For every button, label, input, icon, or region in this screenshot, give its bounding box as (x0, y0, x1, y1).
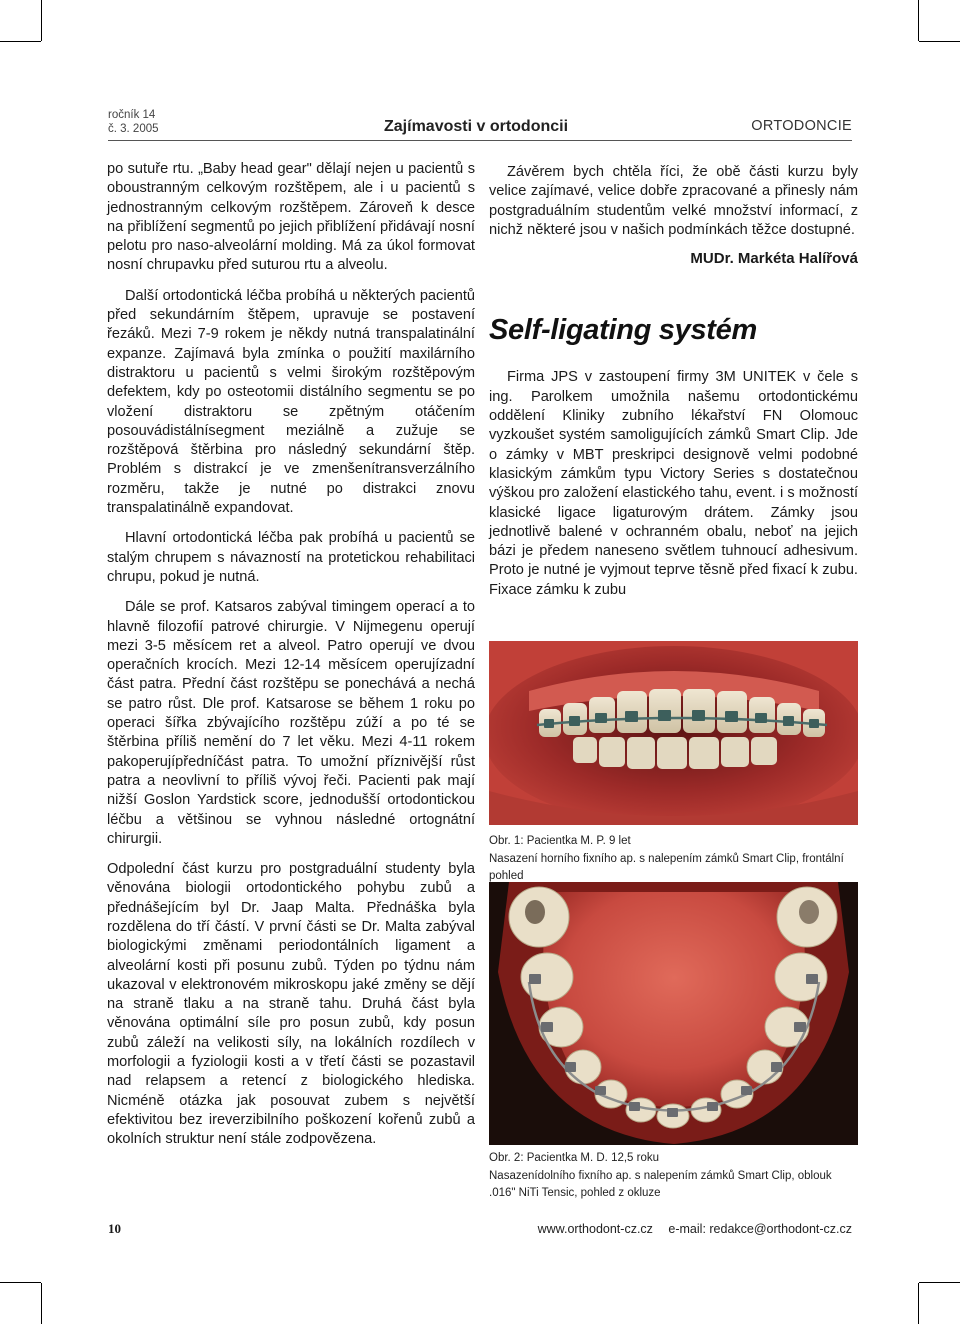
email-link[interactable]: e-mail: redakce@orthodont-cz.cz (668, 1222, 852, 1236)
page-number: 10 (108, 1221, 121, 1236)
crop-mark (919, 41, 960, 42)
paragraph: Hlavní ortodontická léčba pak probíhá u pacientů se stalým chrupem s návazností na protetickou rehabilitaci chrupu, pokud je nutná. (107, 530, 475, 585)
issue-info (108, 108, 159, 136)
figure-description: Nasazení horního fixního ap. s nalepením zámků Smart Clip, frontální pohled (489, 852, 844, 882)
crop-mark (41, 0, 42, 41)
article-paragraph: Firma JPS v zastoupení firmy 3M UNITEK v čele s ing. Parolkem umožnila našemu ortodontickému oddělení Kliniky zubního lékařství FN Olomouc vyzkoušet systém samoligujících zámků Smart Clip. Jde o zámky v MBT preskripci designově velmi podobné klasickým zámkům typu Victory Series s dostatečnou výškou pro založení elastického tahu, event. i s možností klasické ligace ligaturovým drátem. Zámky jsou jednotlivě balené v ochranném obalu, neboť na jejich bázi je předem naneseno světlem tuhnoucí adhesivum. Proto je nutné je vyjmout teprve těsně před fixací k zubu. Fixace zámku k zubu (489, 369, 858, 598)
figure-caption (489, 1150, 858, 1203)
crop-mark (0, 41, 41, 42)
crop-mark (0, 1282, 41, 1283)
paragraph: Dále se prof. Katsaros zabýval timingem operací a to hlavně filozofií patrové chirurgie. V Nijmegenu operují mezi 3-5 měsícem ret a alveol. Patro operují ve dvou operačních krocích. Mezi 12-14 měsícem operujízadní část patra. Přední část rozštěpu se ponechává a nechá se patro růst. Dle prof. Katsarose se během 1 roku po operaci šířka zbývajícího rozštěpu zúží a po té se štěrbina příliš nemění do 7 let věku. Mezi 4-11 rokem pakoperujípředníčást patra. To umožní příznivější růst patra a neovlivní to příliš vývoj řeči. Pacienti pak mají nižší Goslon Yardstick score, jednodušší ortodontickou léčbu a většinou se vyhnou následné ortognátní chirurgii. (107, 599, 475, 847)
author-signature: MUDr. Markéta Halířová (690, 250, 858, 268)
left-column (107, 160, 475, 1161)
crop-mark (41, 1283, 42, 1324)
crop-mark (918, 0, 919, 41)
page-footer (108, 1221, 852, 1239)
closing-paragraph: Závěrem bych chtěla říci, že obě části kurzu byly velice zajímavé, velice dobře zpracované a přinesly nám postgraduálním studentům velké množství informací, z nichž některé jsou v našich podmínkách těžce dostupné. (489, 164, 858, 238)
photo-frontal-braces (489, 641, 858, 825)
figure-description: Nasazenídolního fixního ap. s nalepením zámků Smart Clip, oblouk .016" NiTi Tensic, pohled z okluze (489, 1169, 832, 1199)
website-link[interactable]: www.orthodont-cz.cz (537, 1222, 653, 1236)
volume-label: ročník 14 (108, 109, 156, 121)
running-header (108, 108, 852, 138)
article-title: Self-ligating systém (489, 314, 757, 347)
section-title: Zajímavosti v ortodoncii (384, 118, 569, 135)
header-rule (108, 140, 852, 141)
footer-links (538, 1222, 852, 1236)
paragraph: Odpolední část kurzu pro postgraduální studenty byla věnována biologii ortodontického pohybu zubů a přednášejícím byl Dr. Jaap Malta. Přednáška byla rozdělena do tří částí. V první části se Dr. Malta zabýval biologickými změnami periodontálních ligament a alveolární kosti při posunu zubů. Týden po týdnu nám ukazoval v elektronovém mikroskopu jaké změny se dějí na straně tlaku a na straně tahu. Druhá část byla věnována optimální síle pro posun zubů, kdy posun zubů záleží na velikosti síly, na lokálních rozdílech v morfologii a fyziologii kosti a v třetí části se pozastavil nad relapsem a retencí z biologického hlediska. Nicméně otázka jak posouvat zubem s největší efektivitou bez ireverzibilního poškození kořenů zubů a okolních struktur není stále zodpovězena. (107, 861, 475, 1148)
crop-mark (919, 1282, 960, 1283)
issue-label: č. 3. 2005 (108, 123, 159, 135)
figure-label: Obr. 2: Pacientka M. D. 12,5 roku (489, 1152, 660, 1164)
crop-mark (918, 1283, 919, 1324)
figure-label: Obr. 1: Pacientka M. P. 9 let (489, 835, 631, 847)
figure-caption (489, 833, 858, 886)
paragraph: po sutuře rtu. „Baby head gear" dělají nejen u pacientů s oboustranným celkovým rozštěpem, ale i u pacientů s jednostranným celkovým rozštěpem. Zároveň k desce na přiblížení segmentů po jejich přiblížení přidávají nosní pelotu pro naso-alveolární molding. Má za úkol formovat nosní chrupavku před suturou rtu a alveolu. (107, 161, 475, 274)
paragraph: Další ortodontická léčba probíhá u některých pacientů před sekundárním štěpem, upravuje se postavení řezáků. Mezi 7-9 rokem je někdy nutná transpalatinální expanze. Zajímavá byla zmínka o použití maxilárního distraktoru u pacientů s velmi širokým rozštěpovým defektem, kdy po osteotomii distálního segmentu se po vložení distraktoru se zpětným otáčením posouvádistálnísegment meziálně a zužuje se rozštěpová štěrbina pro následný sekundární štěp. Problém s distrakcí je ve zmenšenítransverzálního rozměru, takže je nutné po distrakci znovu transpalatinálně expandovat. (107, 287, 475, 517)
section-tag: ORTODONCIE (751, 118, 852, 134)
photo-occlusal-braces (489, 882, 858, 1145)
right-column (489, 163, 858, 611)
